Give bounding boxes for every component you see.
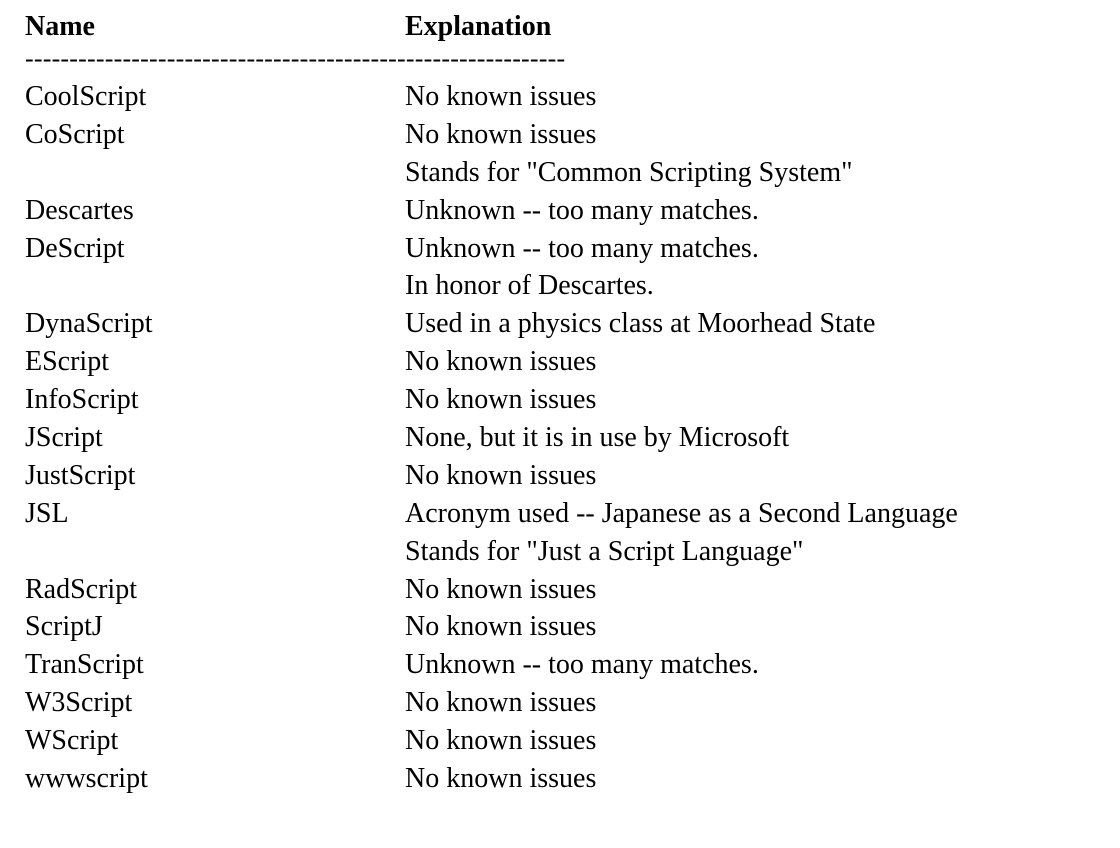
- table-body: [25, 78, 1105, 798]
- row-name: TranScript: [25, 649, 144, 681]
- table-row: [25, 533, 1105, 571]
- row-explanation: No known issues: [405, 384, 597, 416]
- table-row: [25, 116, 1105, 154]
- row-name: CoolScript: [25, 80, 147, 112]
- row-explanation: No known issues: [405, 118, 597, 150]
- row-explanation: In honor of Descartes.: [405, 270, 654, 302]
- row-explanation: No known issues: [405, 573, 597, 605]
- row-explanation: Used in a physics class at Moorhead State: [405, 308, 876, 340]
- row-explanation: No known issues: [405, 611, 597, 643]
- row-name: DynaScript: [25, 308, 153, 340]
- row-name: JustScript: [25, 459, 136, 491]
- row-name: RadScript: [25, 573, 137, 605]
- table-row: [25, 381, 1105, 419]
- row-explanation: Unknown -- too many matches.: [405, 649, 759, 681]
- table-row: [25, 684, 1105, 722]
- row-explanation: Stands for "Common Scripting System": [405, 156, 853, 188]
- explanation-column-header: Explanation: [405, 11, 552, 42]
- table-row: [25, 495, 1105, 533]
- row-explanation: No known issues: [405, 762, 597, 794]
- row-name: EScript: [25, 346, 109, 378]
- row-explanation: No known issues: [405, 80, 597, 112]
- table-row: [25, 608, 1105, 646]
- row-explanation: No known issues: [405, 687, 597, 719]
- row-name: Descartes: [25, 194, 134, 226]
- row-explanation: Unknown -- too many matches.: [405, 232, 759, 264]
- table-row: [25, 230, 1105, 268]
- row-name: DeScript: [25, 232, 125, 264]
- row-explanation: No known issues: [405, 346, 597, 378]
- table-header: [25, 8, 1105, 46]
- table-row: [25, 154, 1105, 192]
- row-explanation: No known issues: [405, 725, 597, 757]
- row-name: ScriptJ: [25, 611, 103, 643]
- table-row: [25, 78, 1105, 116]
- row-explanation: Acronym used -- Japanese as a Second Language: [405, 497, 958, 529]
- row-name: InfoScript: [25, 384, 139, 416]
- row-name: JSL: [25, 497, 69, 529]
- table-row: [25, 305, 1105, 343]
- row-name: wwwscript: [25, 762, 148, 794]
- table-row: [25, 192, 1105, 230]
- table-row: [25, 457, 1105, 495]
- table-row: [25, 267, 1105, 305]
- header-divider: -------------------------------------------------------------: [25, 46, 566, 73]
- table-row: [25, 571, 1105, 609]
- table-row: [25, 419, 1105, 457]
- row-name: W3Script: [25, 687, 133, 719]
- row-explanation: None, but it is in use by Microsoft: [405, 421, 790, 453]
- row-explanation: No known issues: [405, 459, 597, 491]
- table-row: [25, 760, 1105, 798]
- row-name: JScript: [25, 421, 103, 453]
- table-row: [25, 722, 1105, 760]
- row-explanation: Unknown -- too many matches.: [405, 194, 759, 226]
- row-explanation: Stands for "Just a Script Language": [405, 535, 804, 567]
- row-name: WScript: [25, 725, 119, 757]
- name-explanation-table: [25, 8, 1105, 798]
- table-row: [25, 343, 1105, 381]
- row-name: CoScript: [25, 118, 125, 150]
- table-row: [25, 646, 1105, 684]
- name-column-header: Name: [25, 11, 95, 42]
